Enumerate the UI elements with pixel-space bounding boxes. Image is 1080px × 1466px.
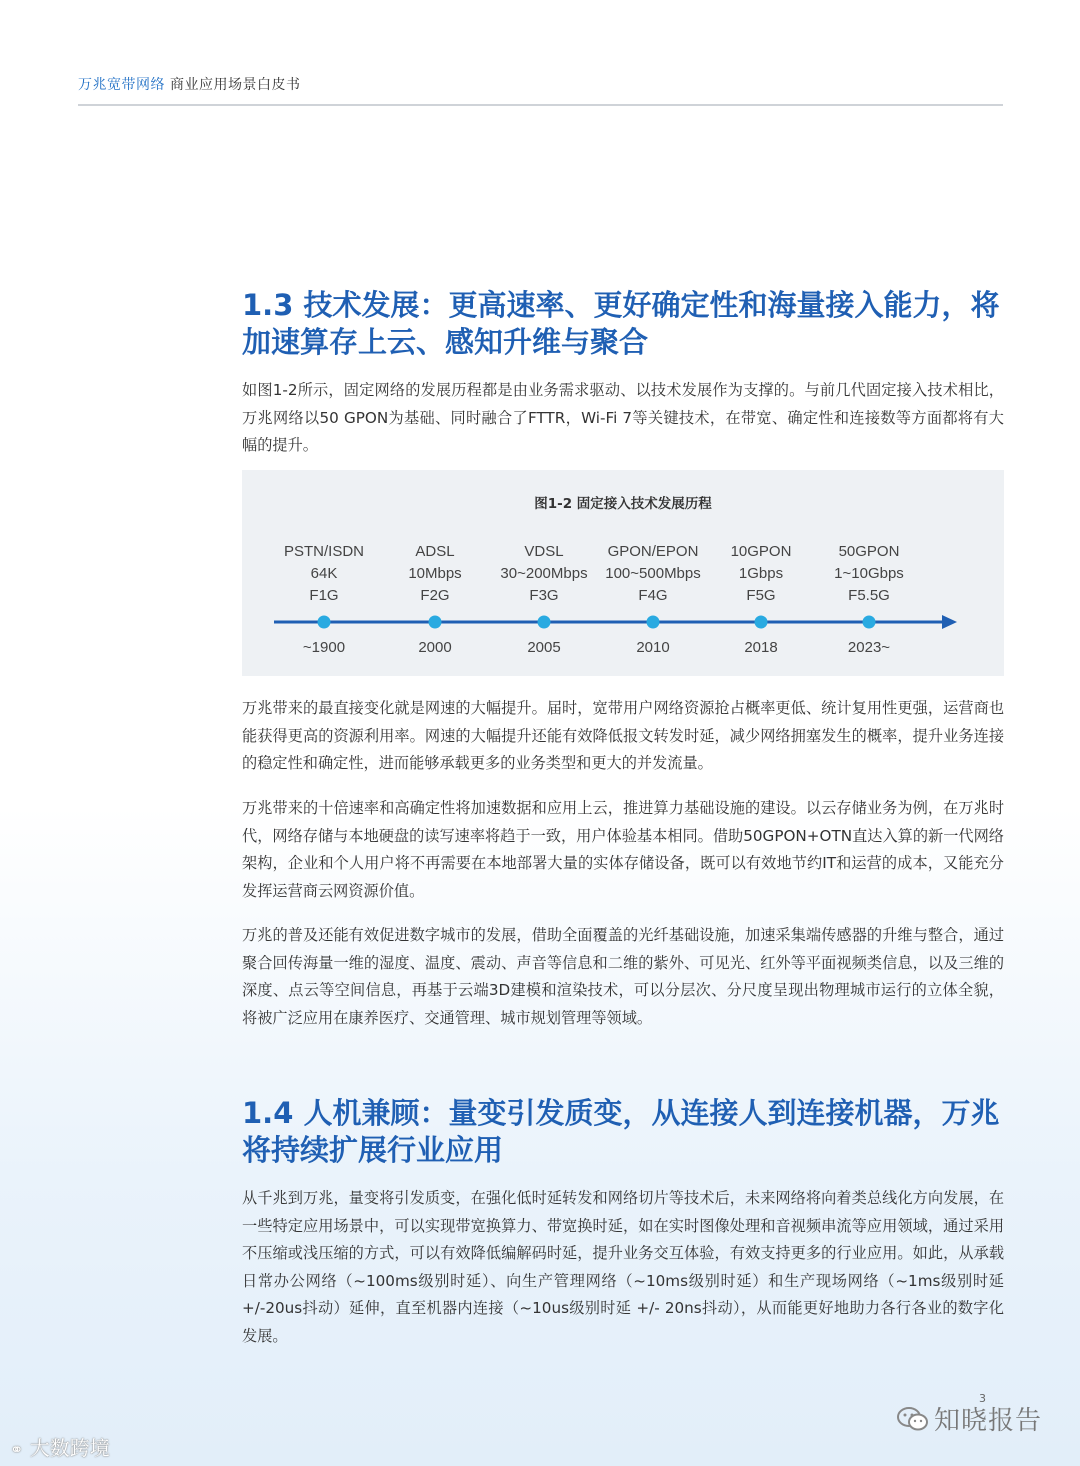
milestone-generation-label: F5G bbox=[746, 587, 776, 604]
milestone-speed-label: 10Mbps bbox=[408, 565, 462, 582]
milestone-generation-label: F4G bbox=[638, 587, 668, 604]
milestone-year-label: 2023~ bbox=[847, 639, 891, 656]
milestone-dot bbox=[647, 616, 660, 629]
page-number: 3 bbox=[979, 1392, 986, 1405]
milestone-generation-label: F3G bbox=[529, 587, 559, 604]
section-1-3-paragraph-1: 如图1-2所示，固定网络的发展历程都是由业务需求驱动、以技术发展作为支撑的。与前几代固定接入技术相比，万兆网络以50 GPON为基础、同时融合了FTTR，Wi-Fi 7等关键技术，在带宽、确定性和连接数等方面都将有大幅的提升。 bbox=[242, 381, 1004, 454]
section-1-3-title-line1: 1.3 技术发展：更高速率、更好确定性和海量接入能力，将 bbox=[242, 288, 1000, 322]
milestone-tech-label: 10GPON bbox=[730, 543, 792, 560]
watermark-right-text: 知晓报告 bbox=[934, 1406, 1043, 1436]
milestone-speed-label: 1Gbps bbox=[738, 565, 784, 582]
header-brand: 万兆宽带网络 bbox=[78, 77, 165, 93]
milestone-year-label: 2018 bbox=[744, 639, 778, 656]
watermark-zhixiao bbox=[896, 1400, 1042, 1437]
milestone-speed-label: 100~500Mbps bbox=[605, 565, 701, 582]
watermark-dashu bbox=[10, 1432, 110, 1461]
section-1-4-title bbox=[242, 1095, 1012, 1169]
milestone-tech-label: 50GPON bbox=[838, 543, 900, 560]
milestone-dot bbox=[863, 616, 876, 629]
milestone-tech-label: PSTN/ISDN bbox=[283, 543, 365, 560]
header-subtitle: 商业应用场景白皮书 bbox=[165, 77, 301, 93]
header-divider bbox=[78, 104, 1003, 106]
milestone-generation-label: F2G bbox=[420, 587, 450, 604]
milestone-speed-label: 64K bbox=[310, 565, 338, 582]
section-1-3-paragraph-3: 万兆带来的十倍速率和高确定性将加速数据和应用上云，推进算力基础设施的建设。以云存储业务为例，在万兆时代，网络存储与本地硬盘的读写速率将趋于一致，用户体验基本相同。借助50GPON+OTN直达入算的新一代网络架构，企业和个人用户将不再需要在本地部署大量的实体存储设备，既可以有效地节约IT和运营的成本，又能充分发挥运营商云网资源价值。 bbox=[242, 799, 1004, 900]
section-1-3-paragraph-4: 万兆的普及还能有效促进数字城市的发展，借助全面覆盖的光纤基础设施，加速采集端传感器的升维与整合，通过聚合回传海量一维的湿度、温度、震动、声音等信息和二维的紫外、可见光、红外等平面视频类信息，以及三维的深度、点云等空间信息，再基于云端3D建模和渲染技术，可以分层次、分尺度呈现出物理城市运行的立体全貌，将被广泛应用在康养医疗、交通管理、城市规划管理等领域。 bbox=[242, 926, 1004, 1027]
milestone-year-label: 2000 bbox=[418, 639, 452, 656]
figure-1-2 bbox=[242, 470, 1004, 676]
milestone-speed-label: 30~200Mbps bbox=[500, 565, 588, 582]
page-header bbox=[78, 74, 300, 94]
milestone-generation-label: F1G bbox=[309, 587, 339, 604]
timeline-arrow bbox=[942, 615, 957, 629]
milestone-tech-label: GPON/EPON bbox=[607, 543, 699, 560]
watermark-left-text: 大数跨境 bbox=[29, 1436, 110, 1460]
wechat-icon bbox=[896, 1405, 930, 1433]
section-1-4-paragraph: 从千兆到万兆，量变将引发质变，在强化低时延转发和网络切片等技术后，未来网络将向着类总线化方向发展，在一些特定应用场景中，可以实现带宽换算力、带宽换时延，如在实时图像处理和音视频串流等应用领域，通过采用不压缩或浅压缩的方式，可以有效降低编解码时延，提升业务交互体验，有效支持更多的行业应用。如此，从承载日常办公网络（~100ms级别时延）、向生产管理网络（~10ms级别时延）和生产现场网络（~1ms级别时延+/-20us抖动）延伸，直至机器内连接（~10us级别时延 +/- 20ns抖动），从而能更好地助力各行各业的数字化发展。 bbox=[242, 1189, 1004, 1345]
section-1-4-title-line1: 1.4 人机兼顾：量变引发质变，从连接人到连接机器，万兆 bbox=[242, 1096, 1000, 1130]
milestone-generation-label: F5.5G bbox=[848, 587, 890, 604]
milestone-year-label: 2005 bbox=[527, 639, 561, 656]
milestone-tech-label: ADSL bbox=[415, 543, 455, 560]
section-1-4-title-line2: 将持续扩展行业应用 bbox=[242, 1133, 504, 1167]
milestone-dot bbox=[755, 616, 768, 629]
milestone-tech-label: VDSL bbox=[524, 543, 564, 560]
section-1-3-title bbox=[242, 287, 1012, 361]
milestone-dot bbox=[318, 616, 331, 629]
timeline-chart bbox=[242, 470, 1004, 676]
watermark-logo-icon: ⚭ bbox=[10, 1440, 24, 1459]
milestone-speed-label: 1~10Gbps bbox=[834, 565, 904, 582]
section-1-3-paragraph-2: 万兆带来的最直接变化就是网速的大幅提升。届时，宽带用户网络资源抢占概率更低、统计复用性更强，运营商也能获得更高的资源利用率。网速的大幅提升还能有效降低报文转发时延，减少网络拥塞发生的概率，提升业务连接的稳定性和确定性，进而能够承载更多的业务类型和更大的并发流量。 bbox=[242, 699, 1004, 772]
milestone-dot bbox=[538, 616, 551, 629]
milestone-year-label: 2010 bbox=[636, 639, 670, 656]
milestone-dot bbox=[429, 616, 442, 629]
milestone-year-label: ~1900 bbox=[302, 639, 346, 656]
section-1-3-title-line2: 加速算存上云、感知升维与聚合 bbox=[242, 325, 649, 359]
figure-title: 图1-2 固定接入技术发展历程 bbox=[534, 496, 712, 512]
